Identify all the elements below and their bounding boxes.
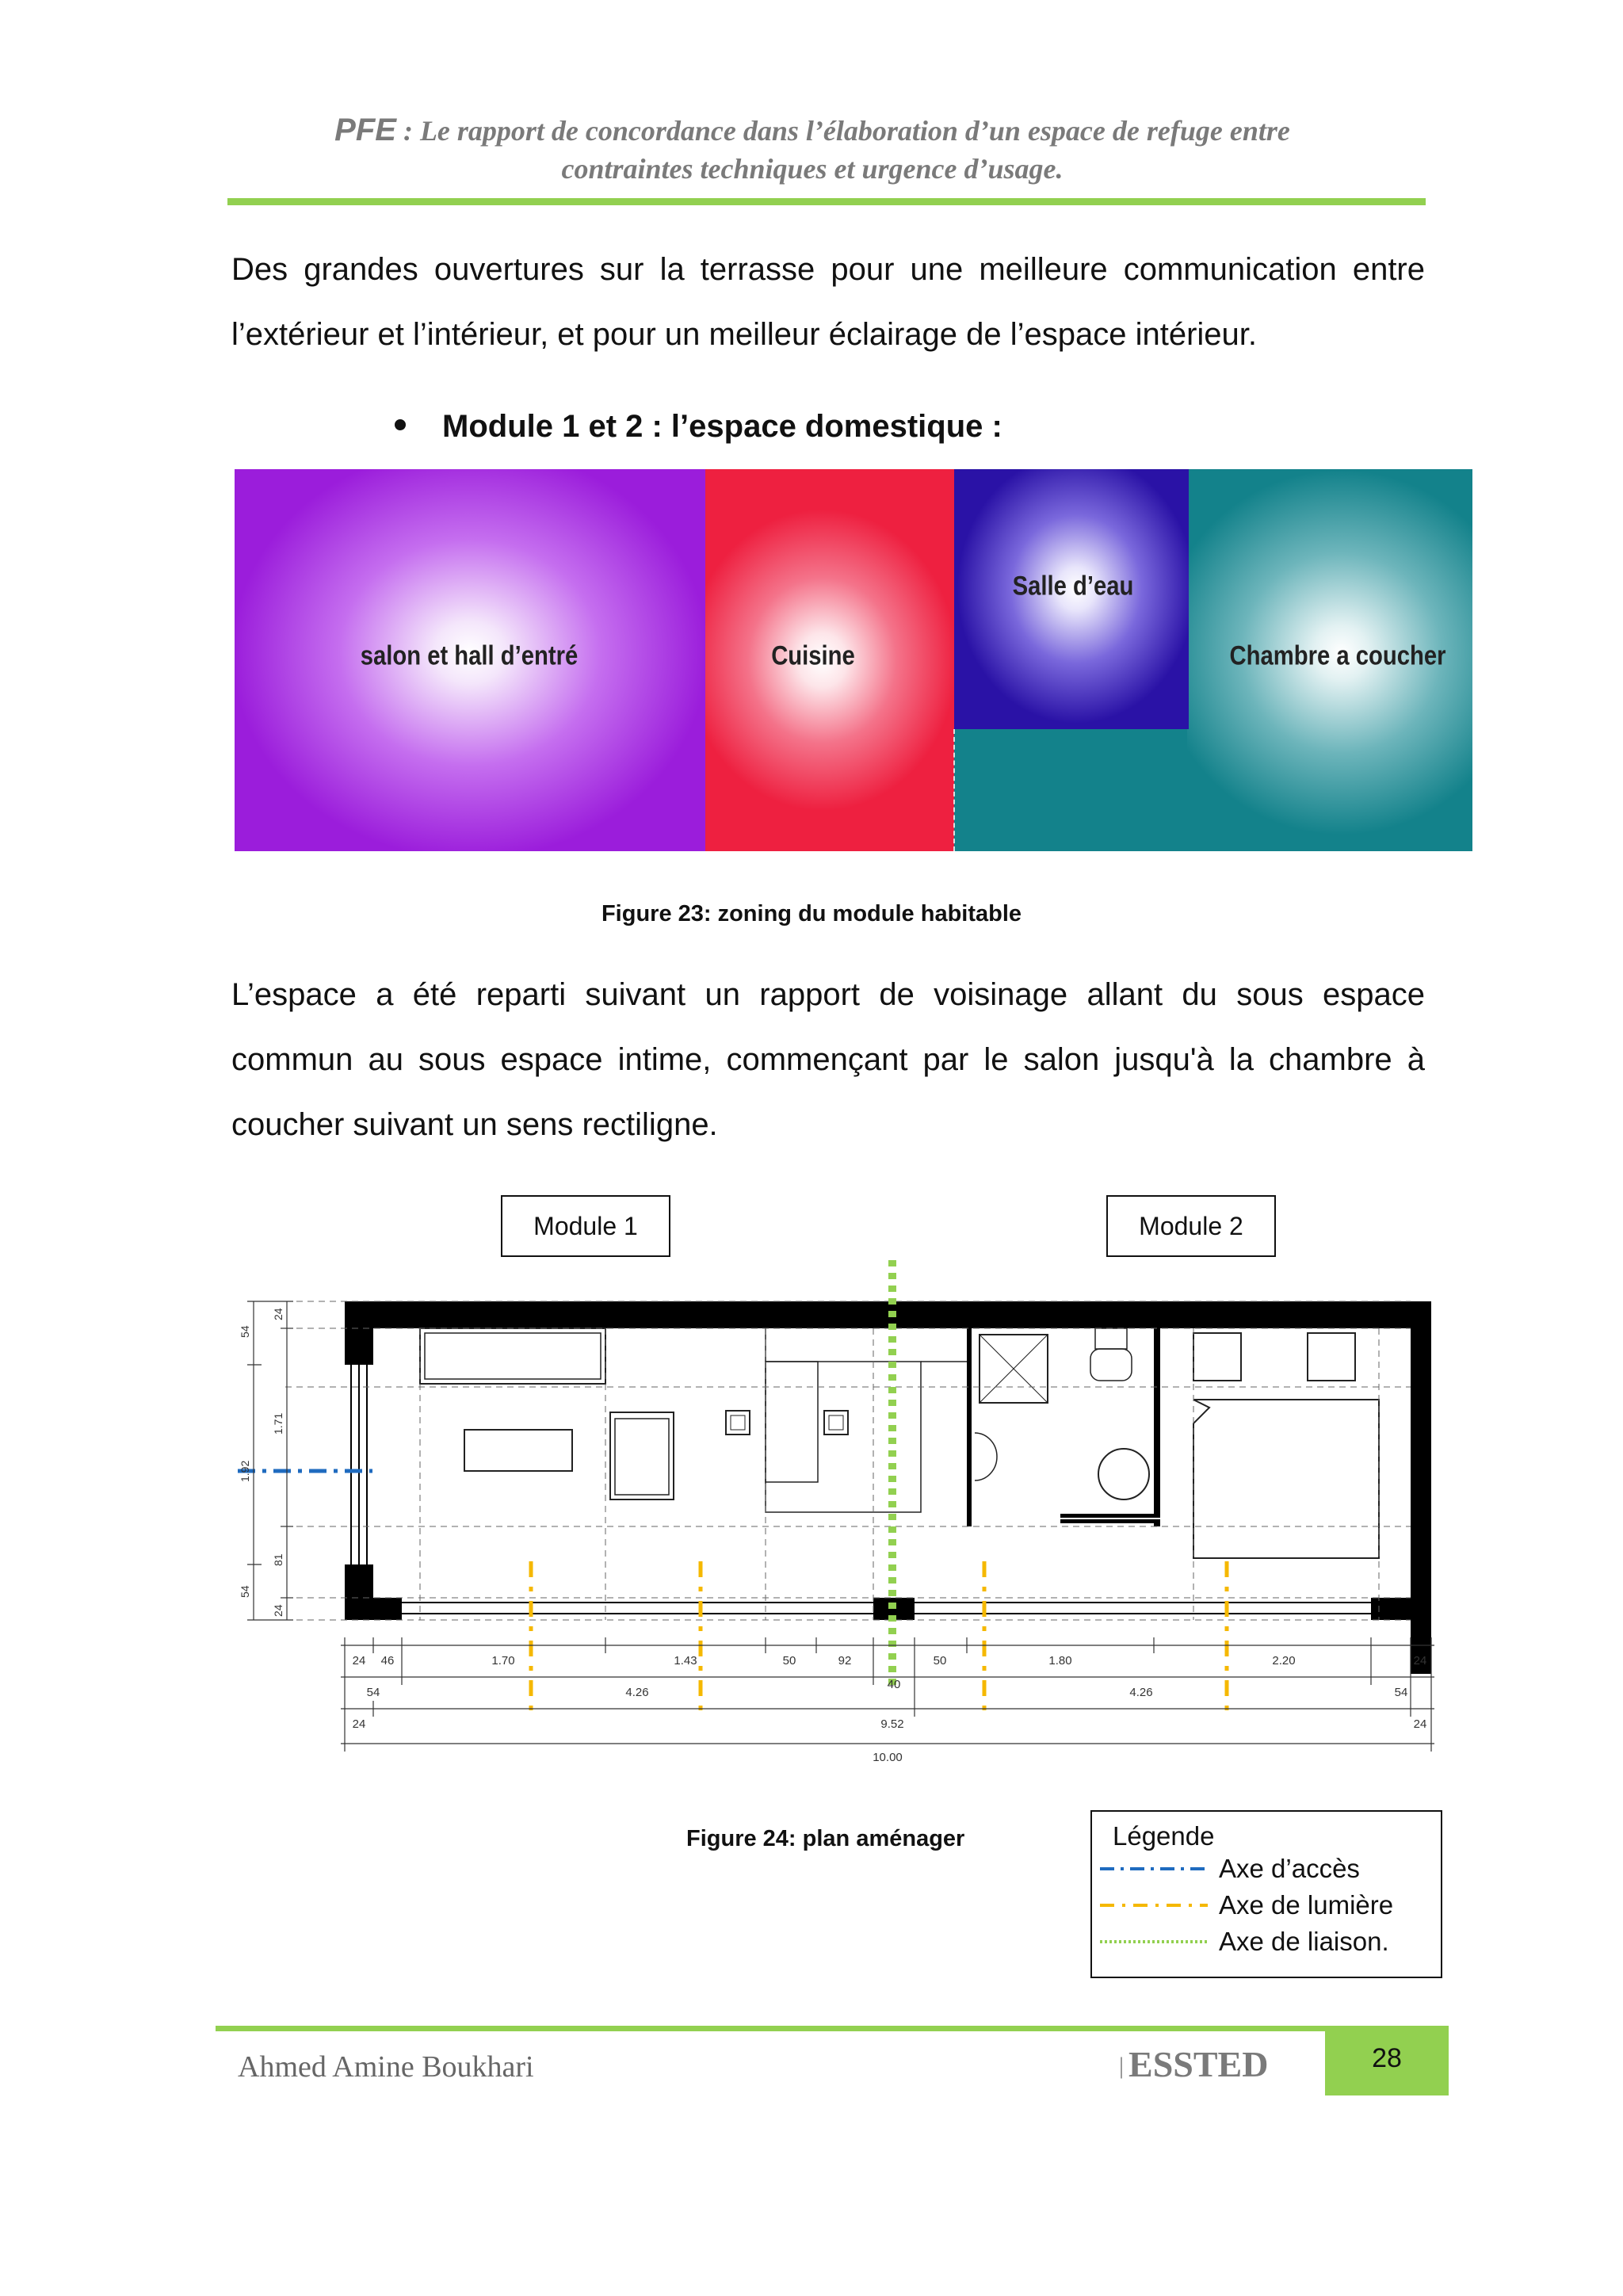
footer-org: [1119, 2043, 1268, 2085]
dim-r1-10: 24: [1413, 1654, 1427, 1668]
zone-salle-eau: [954, 469, 1189, 729]
access-axis-icon: [1098, 1864, 1209, 1874]
zone-chambre: [1187, 469, 1472, 851]
dim-r3-1: 9.52: [880, 1717, 904, 1731]
footer-org-name: ESSTED: [1128, 2044, 1269, 2084]
zone-salon: [235, 469, 705, 851]
footer-org-separator: |: [1119, 2053, 1125, 2079]
bath-wall-right: [1154, 1328, 1160, 1526]
zone-salle-eau-label: Salle d’eau: [1012, 571, 1134, 602]
dim-r2-3: 54: [1394, 1686, 1408, 1699]
light-axis-icon: [1098, 1901, 1209, 1910]
legend-link-label: Axe de liaison.: [1219, 1927, 1389, 1956]
dim-r1-9: 2.20: [1272, 1654, 1296, 1668]
bullet-dot-icon: [395, 419, 406, 430]
dim-r4-0: 10.00: [873, 1751, 903, 1764]
page-number: 28: [1372, 2043, 1402, 2073]
paragraph-openings: Des grandes ouvertures sur la terrasse pour une meilleure communication entre l’extérieur et l’intérieur, et pour un meilleur éclairage de l’espace intérieur.: [231, 252, 1425, 352]
page-number-box: [1325, 2026, 1449, 2095]
legend-light-label: Axe de lumière: [1219, 1890, 1394, 1920]
legend-light: [1098, 1888, 1393, 1923]
floor-plan: [230, 1244, 1450, 1783]
paragraph-repartition: L’espace a été reparti suivant un rapport de voisinage allant du sous espace commun au sous espace intime, commençant par le salon jusqu'à la chambre à coucher suivant un sens rectiligne.: [231, 977, 1425, 1142]
dim-r1-3: 1.43: [674, 1654, 697, 1668]
zone-teal-band: [954, 729, 1187, 851]
header-pfe: PFE: [334, 113, 396, 147]
dim-left-54-top: 54: [239, 1325, 251, 1338]
zone-chambre-label: Chambre a coucher: [1229, 640, 1446, 671]
dim-left-192: 1.92: [239, 1460, 251, 1482]
dim-r1-4: 50: [782, 1654, 796, 1668]
zoning-diagram: [235, 469, 1472, 851]
legend-link: [1098, 1924, 1389, 1959]
dim-r2-2: 4.26: [1129, 1686, 1153, 1699]
header-title-part-1: : Le rapport de concordance dans l’élaboration d’un espace de refuge entre: [395, 115, 1290, 147]
wall-top: [345, 1301, 1430, 1328]
module-1-label: Module 1: [501, 1195, 670, 1257]
dim-r1-2: 1.70: [491, 1654, 515, 1668]
dim-r3-0: 24: [352, 1717, 366, 1731]
link-axis-icon: [1098, 1937, 1209, 1946]
dim-r1-1: 46: [380, 1654, 395, 1668]
dim-left-81: 81: [272, 1553, 285, 1566]
plan-legend: [1090, 1810, 1442, 1978]
figure-24-caption: Figure 24: plan aménager: [686, 1826, 965, 1851]
dim-left-54-bottom: 54: [239, 1585, 251, 1598]
dim-left-24-top: 24: [272, 1308, 285, 1320]
header-rule: [227, 198, 1426, 205]
dim-r2-1: 4.26: [625, 1686, 649, 1699]
dim-r3-2: 24: [1413, 1717, 1427, 1731]
zone-cuisine-label: Cuisine: [771, 640, 855, 671]
dim-r1-8: 1.80: [1048, 1654, 1072, 1668]
footer-author: Ahmed Amine Boukhari: [238, 2050, 534, 2084]
legend-access: [1098, 1851, 1360, 1886]
dim-r1-6: 40: [887, 1678, 901, 1691]
dim-r2-0: 54: [366, 1686, 380, 1699]
zone-cuisine: [705, 469, 954, 851]
bullet-heading: [395, 403, 1002, 450]
module-2-label: Module 2: [1106, 1195, 1276, 1257]
zone-divider: [953, 729, 955, 851]
bath-wall-left: [967, 1328, 972, 1526]
dim-left-24-bottom: 24: [272, 1604, 285, 1617]
dim-r1-5: 92: [838, 1654, 852, 1668]
header-line-1: [222, 111, 1403, 150]
header-title-part-2: contraintes techniques et urgence d’usage.: [561, 153, 1064, 185]
running-header: [222, 111, 1403, 188]
legend-title: Légende: [1113, 1821, 1215, 1851]
wall-right-lower: [1411, 1328, 1431, 1620]
dim-r1-0: 24: [352, 1654, 366, 1668]
bullet-heading-text: Module 1 et 2 : l’espace domestique :: [442, 409, 1002, 444]
wall-left-top: [345, 1301, 373, 1365]
dim-r1-7: 50: [933, 1654, 947, 1668]
footer-rule: [216, 2026, 1325, 2031]
zone-salon-label: salon et hall d’entré: [360, 640, 579, 671]
wall-bottom-left: [345, 1598, 402, 1620]
legend-access-label: Axe d’accès: [1219, 1854, 1360, 1883]
figure-23-caption: Figure 23: zoning du module habitable: [601, 901, 1022, 926]
dim-left-171: 1.71: [272, 1412, 285, 1435]
